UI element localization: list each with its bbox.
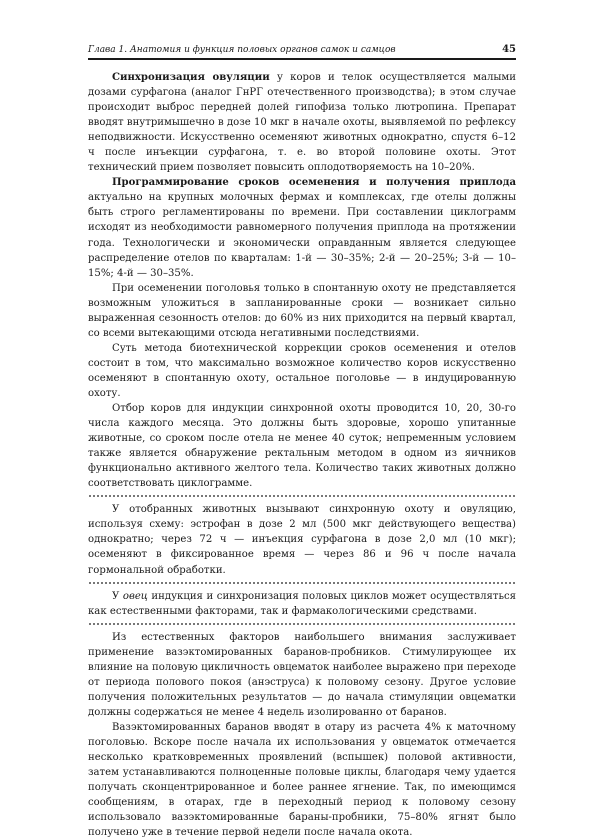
paragraph-heading: Программирование сроков осеменения и получения приплода: [112, 177, 516, 189]
paragraph-treatment-scheme: У отобранных животных вызывают синхронную охоту и овуляцию, используя схему: эстрофан в дозе 2 мл (500 мкг действующего вещества) однократно; через 72 ч — инъекция сурфагона в дозе 2,0 мл (10 мкг); осеменяют в фиксированное время — через 86 и 96 ч после начала гормональной обработки.: [88, 504, 516, 576]
paragraph-seasonality: При осеменении поголовья только в спонтанную охоту не представляется возможным уложиться в запланированные сроки — возникает сильно выраженная сезонность отелов: до 60% из них приходится на первый квартал, со всеми вытекающими отсюда негативными последствиями.: [88, 282, 516, 339]
header-rule: [88, 58, 516, 60]
dotted-divider: [88, 494, 516, 498]
italic-term: овец: [122, 590, 148, 602]
dotted-divider: [88, 581, 516, 585]
chapter-title: Глава 1. Анатомия и функция половых органов самок и самцов: [88, 45, 396, 55]
paragraph-insemination-programming: Программирование сроков осеменения и получения приплода актуально на крупных молочных фермах и комплексах, где отелы должны быть строго регламентированы по времени. При составлении циклограмм исходят из необходимости равномерного получения приплода на протяжении года. Технологически и экономически оправданным является следующее распределение отелов по кварталам: 1-й — 30–35%; 2-й — 20–25%; 3-й — 10–15%; 4-й — 30–35%.: [88, 177, 516, 279]
body-text: [88, 70, 516, 840]
paragraph-natural-factors: Из естественных факторов наибольшего внимания заслуживает применение вазэктомированных баранов-пробников. Стимулирующее их влияние на половую цикличность овцематок наиболее выражено при переходе от периода полового покоя (анэструса) к половому сезону. Другое условие получения положительных результатов — до начала стимуляции овцематки должны содержаться не менее 4 недель изолированно от баранов.: [88, 631, 516, 718]
paragraph-ovulation-synchronization: Синхронизация овуляции у коров и телок осуществляется малыми дозами сурфагона (аналог ГнРГ отечественного производства); в этом случае происходит выброс передней долей гипофиза только лютропина. Препарат вводят внутримышечно в дозе 10 мкг в начале охоты, выявляемой по рефлексу неподвижности. Искусственно осеменяют животных однократно, спустя 6–12 ч после инъекции сурфагона, т. е. во второй половине охоты. Этот технический прием позволяет повысить оплодотворяемость на 10–20%.: [88, 72, 516, 174]
paragraph-cow-selection: Отбор коров для индукции синхронной охоты проводится 10, 20, 30-го числа каждого месяца. Это должны быть здоровые, хорошо упитанные животные, со сроком после отела не менее 40 суток; непременным условием также является обнаружение ректальным методом в одном из яичников функционально активного желтого тела. Количество таких животных должно соответствовать циклограмме.: [88, 403, 516, 490]
dotted-divider: [88, 622, 516, 626]
paragraph-sheep-intro: У овец индукция и синхронизация половых циклов может осуществляться как естественными факторами, так и фармакологическими средствами.: [88, 590, 516, 617]
page-number: 45: [502, 44, 516, 55]
running-header: [88, 42, 516, 56]
paragraph-heading: Синхронизация овуляции: [112, 72, 270, 83]
paragraph-vasectomized-rams: Вазэктомированных баранов вводят в отару из расчета 4% к маточному поголовью. Вскоре после начала их использования у овцематок отмечается несколько кратковременных проявлений (вспышек) половой активности, затем устанавливаются полноценные половые циклы, благодаря чему удается получать сконцентрированное и более раннее ягнение. Так, по имеющимся сообщениям, в отарах, где в переходный период к половому сезону использовало вазэктомированные бараны-пробники, 75–80% ягнят было получено уже в течение первой недели после начала окота.: [88, 721, 516, 839]
paragraph-method-essence: Суть метода биотехнической коррекции сроков осеменения и отелов состоит в том, что максимально возможное количество коров искусственно осеменяют в спонтанную охоту, остальное поголовье — в индуцированную охоту.: [88, 342, 516, 399]
